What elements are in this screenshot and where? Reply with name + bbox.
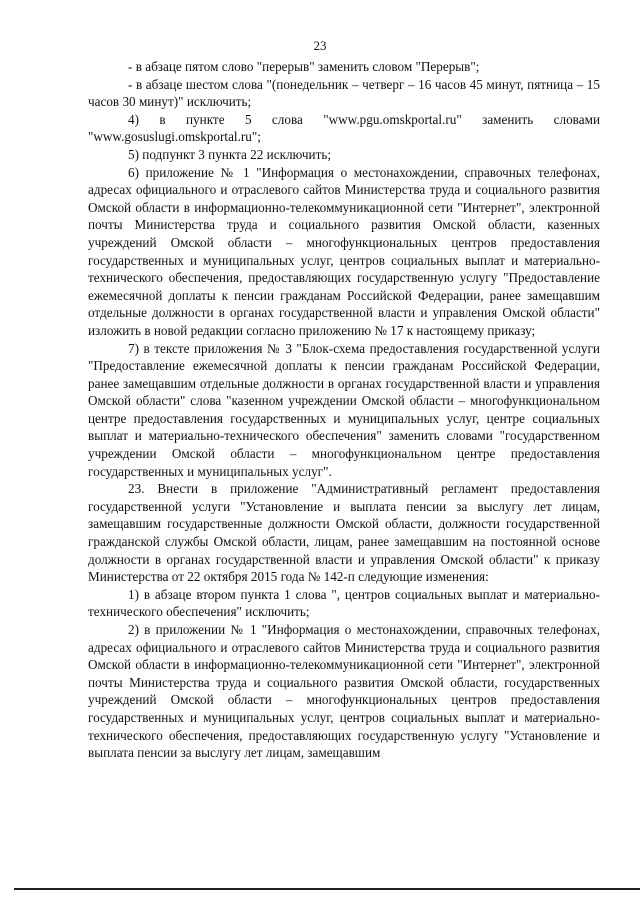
paragraph-3: 4) в пункте 5 слова "www.pgu.omskportal.ru" заменить словами "www.gosuslugi.omskportal.ru"; <box>88 111 600 145</box>
paragraph-6: 7) в тексте приложения № 3 "Блок-схема предоставления государственной услуги "Предоставление ежемесячной доплаты к пенсии гражданам Российской Федерации, ранее замещавшим отдельные должности в органах государственной власти и управления Омской области" слова "казенном учреждении Омской области – многофункциональном центре предоставления государственных и муниципальных услуг, центре социальных выплат и материально-технического обеспечения" заменить словами "государственном учреждении Омской области – многофункциональном центре предоставления государственных и муниципальных услуг". <box>88 340 600 479</box>
paragraph-4: 5) подпункт 3 пункта 22 исключить; <box>128 146 332 162</box>
page-number: 23 <box>313 38 327 53</box>
paragraph-1: - в абзаце пятом слово "перерыв" заменить словом "Перерыв"; <box>128 59 480 74</box>
paragraph-2: - в абзаце шестом слова "(понедельник – четверг – 16 часов 45 минут, пятница – 15 часов 30 минут)" исключить; <box>88 76 600 110</box>
scan-edge-line <box>14 888 640 890</box>
paragraph-7: 23. Внести в приложение "Административный регламент предоставления государственной услуги "Установление и выплата пенсии за выслугу лет лицам, замещавшим государственные должности Омской области, должности государственной гражданской службы Омской области, лицам, ранее замещавшим на постоянной основе должности в органах государственной власти и управления Омской области" к приказу Министерства от 22 октября 2015 года № 142-п следующие изменения: <box>88 481 600 585</box>
paragraph-5: 6) приложение № 1 "Информация о местонахождении, справочных телефонах, адресах официального и отраслевого сайтов Министерства труда и социального развития Омской области в информационно-телекоммуникационной сети "Интернет", электронной почты Министерства труда и социального развития Омской области, казенных учреждений Омской области – многофункциональных центров предоставления государственных и муниципальных услуг, центров социальных выплат и материально-технического обеспечения, предоставляющих государственную услугу "Предоставление ежемесячной доплаты к пенсии гражданам Российской Федерации, ранее замещавшим отдельные должности в органах государственной власти и управления Омской области" изложить в новой редакции согласно приложению № 17 к настоящему приказу; <box>88 164 600 338</box>
document-body <box>88 58 600 762</box>
paragraph-9: 2) в приложении № 1 "Информация о местонахождении, справочных телефонах, адресах официального и отраслевого сайтов Министерства труда и социального развития Омской области в информационно-телекоммуникационной сети "Интернет", электронной почты Министерства труда и социального развития Омской области, государственных учреждений Омской области – многофункциональных центров предоставления государственных и муниципальных услуг, центров социальных выплат и материально-технического обеспечения, предоставляющих государственную услугу "Установление и выплата пенсии за выслугу лет лицам, замещавшим <box>88 622 600 761</box>
paragraph-8: 1) в абзаце втором пункта 1 слова ", центров социальных выплат и материально-технического обеспечения" исключить; <box>88 586 600 620</box>
